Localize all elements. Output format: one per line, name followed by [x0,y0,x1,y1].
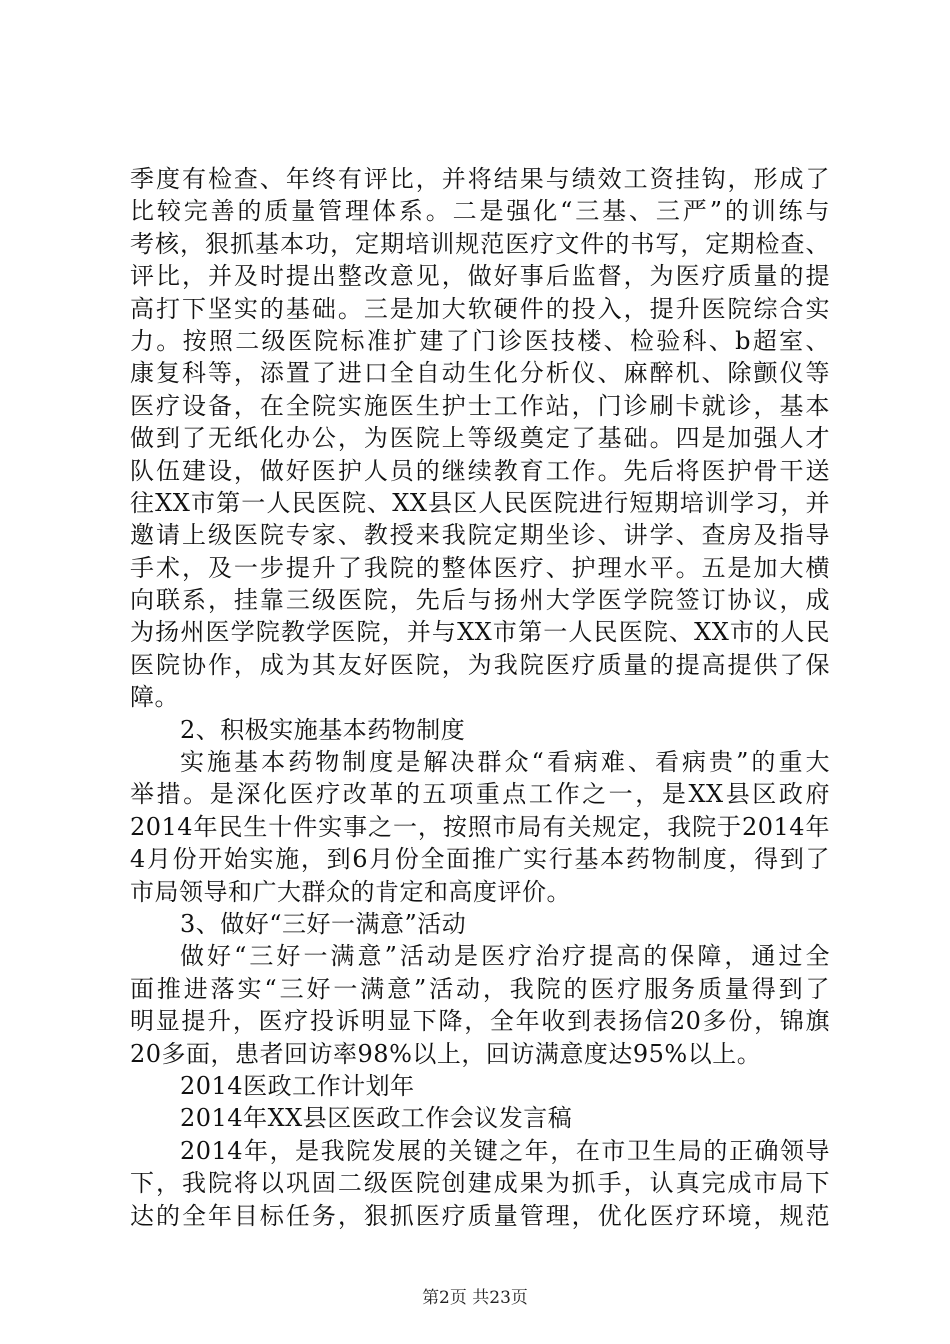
text-line: 做好“三好一满意”活动是医疗治疗提高的保障，通过全 [180,942,830,971]
text-line: 往XX市第一人民医院、XX县区人民医院进行短期培训学习，并 [130,488,830,517]
section-heading: 2014医政工作计划年 [180,1071,415,1100]
page-footer [0,1283,950,1308]
text-line: 手术，及一步提升了我院的整体医疗、护理水平。五是加大横 [130,553,830,582]
text-line: 为扬州医学院教学医院，并与XX市第一人民医院、XX市的人民 [130,618,830,647]
text-line: 面推进落实“三好一满意”活动，我院的医疗服务质量得到了 [130,974,830,1003]
text-line: 比较完善的质量管理体系。二是强化“三基、三严”的训练与 [130,197,830,226]
text-line: 评比，并及时提出整改意见，做好事后监督，为医疗质量的提 [130,262,830,291]
text-line: 2014年，是我院发展的关键之年，在市卫生局的正确领导 [180,1136,830,1165]
text-line: 达的全年目标任务，狠抓医疗质量管理，优化医疗环境，规范 [130,1201,830,1230]
section-heading: 2、积极实施基本药物制度 [180,715,466,744]
text-line: 队伍建设，做好医护人员的继续教育工作。先后将医护骨干送 [130,456,830,485]
text-line: 考核，狠抓基本功，定期培训规范医疗文件的书写，定期检查、 [130,229,830,258]
text-line: 市局领导和广大群众的肯定和高度评价。 [130,877,571,906]
page-number-label: 第2页 共23页 [422,1288,528,1308]
text-line: 做到了无纸化办公，为医院上等级奠定了基础。四是加强人才 [130,424,830,453]
text-line: 障。 [130,683,179,712]
text-line: 医疗设备，在全院实施医生护士工作站，门诊刷卡就诊，基本 [130,391,830,420]
text-line: 高打下坚实的基础。三是加大软硬件的投入，提升医院综合实 [130,294,830,323]
text-line: 举措。是深化医疗改革的五项重点工作之一，是XX县区政府 [130,780,830,809]
text-line: 实施基本药物制度是解决群众“看病难、看病贵”的重大 [180,748,830,777]
text-line: 邀请上级医院专家、教授来我院定期坐诊、讲学、查房及指导 [130,521,830,550]
text-line: 康复科等，添置了进口全自动生化分析仪、麻醉机、除颤仪等 [130,359,830,388]
text-line: 20多面，患者回访率98%以上，回访满意度达95%以上。 [130,1039,762,1068]
text-line: 季度有检查、年终有评比，并将结果与绩效工资挂钩，形成了 [130,165,830,193]
section-heading: 3、做好“三好一满意”活动 [180,909,467,938]
text-line: 2014年民生十件实事之一，按照市局有关规定，我院于2014年 [130,812,830,841]
text-line: 医院协作，成为其友好医院，为我院医疗质量的提高提供了保 [130,650,830,679]
text-line: 4月份开始实施，到6月份全面推广实行基本药物制度，得到了 [130,845,830,874]
text-line: 明显提升，医疗投诉明显下降，全年收到表扬信20多份，锦旗 [130,1007,830,1036]
document-body [130,163,830,1232]
section-heading: 2014年XX县区医政工作会议发言稿 [180,1104,573,1133]
text-line: 下，我院将以巩固二级医院创建成果为抓手，认真完成市局下 [130,1169,830,1198]
text-line: 向联系，挂靠三级医院，先后与扬州大学医学院签订协议，成 [130,586,830,615]
text-line: 力。按照二级医院标准扩建了门诊医技楼、检验科、b超室、 [130,326,830,355]
